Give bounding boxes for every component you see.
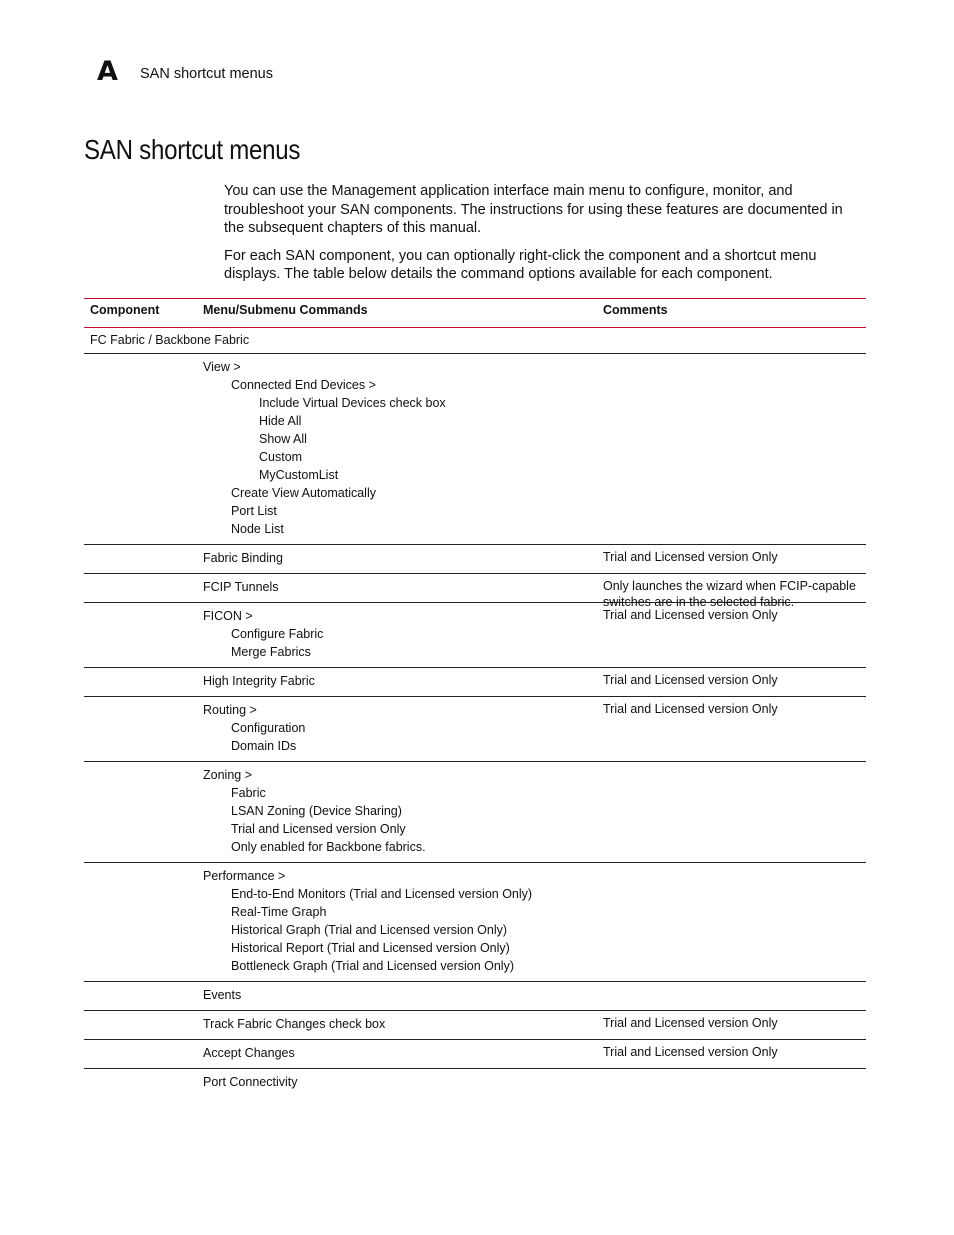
menu-command: FICON > [203,609,253,623]
submenu-command: Domain IDs [231,739,297,753]
menu-commands-cell [203,982,866,1010]
table-header-row [84,298,866,328]
submenu-command: Include Virtual Devices check box [259,396,446,410]
table-row [84,1011,866,1040]
table-row [84,1069,866,1097]
menu-command: Accept Changes [203,1046,295,1060]
table-row [84,697,866,762]
menu-command: Fabric Binding [203,551,283,565]
submenu-command: MyCustomList [259,468,339,482]
submenu-command: LSAN Zoning (Device Sharing) [231,804,402,818]
comment-cell: Trial and Licensed version Only [603,1016,778,1030]
table-row [84,762,866,863]
submenu-command: Historical Report (Trial and Licensed version Only) [231,941,510,955]
submenu-command: Fabric [231,786,266,800]
submenu-command: Historical Graph (Trial and Licensed version Only) [231,923,508,937]
comment-cell: Trial and Licensed version Only [603,702,778,716]
submenu-command: Configuration [231,721,306,735]
table-row [84,545,866,574]
submenu-command: Configure Fabric [231,627,324,641]
intro-text [224,182,864,293]
submenu-command: Bottleneck Graph (Trial and Licensed version Only) [231,959,515,973]
header-component: Component [90,303,160,317]
submenu-command: Custom [259,450,303,464]
header-commands: Menu/Submenu Commands [203,303,368,317]
menu-command: High Integrity Fabric [203,674,315,688]
submenu-command: Trial and Licensed version Only [231,822,406,836]
menu-command: View > [203,360,241,374]
menu-command: Port Connectivity [203,1075,298,1089]
submenu-command: Connected End Devices > [231,378,376,392]
comment-cell: Trial and Licensed version Only [603,1045,778,1059]
page-title: SAN shortcut menus [84,134,301,165]
table-row [84,668,866,697]
menu-commands-cell [203,1069,866,1097]
running-head-title: SAN shortcut menus [140,66,273,82]
intro-paragraph: You can use the Management application interface main menu to configure, monitor, and troubleshoot your SAN components. The instructions for using these features are documented in the subsequent chapters of this manual. [224,183,843,236]
menu-commands-cell [203,354,866,544]
submenu-command: Show All [259,432,307,446]
comment-cell: Trial and Licensed version Only [603,550,778,564]
table-row [84,982,866,1011]
menu-commands-cell [203,762,866,862]
intro-paragraph: For each SAN component, you can optionally right-click the component and a shortcut menu displays. The table below details the command options available for each component. [224,247,817,282]
comment-cell: Only launches the wizard when FCIP-capable switches are in the selected fabric. [603,579,856,609]
table-row [84,354,866,545]
table-row [84,863,866,982]
table-row [84,603,866,668]
table-row [84,1040,866,1069]
comment-cell: Trial and Licensed version Only [603,673,778,687]
submenu-command: Real-Time Graph [231,905,327,919]
menu-command: Events [203,988,242,1002]
menu-command: Zoning > [203,768,252,782]
menu-command: Routing > [203,703,257,717]
menu-command: FCIP Tunnels [203,580,279,594]
appendix-letter: A [97,56,118,87]
submenu-command: Port List [231,504,277,518]
table-row [84,574,866,609]
section-row [84,328,866,354]
menu-command: Track Fabric Changes check box [203,1017,386,1031]
menu-command: Performance > [203,869,286,883]
table-body [84,354,866,1097]
submenu-command: Node List [231,522,284,536]
shortcut-menu-table [84,298,866,1097]
submenu-command: Merge Fabrics [231,645,311,659]
component-name: FC Fabric / Backbone Fabric [90,333,250,347]
submenu-command: Only enabled for Backbone fabrics. [231,840,426,854]
comment-cell: Trial and Licensed version Only [603,608,778,622]
submenu-command: Hide All [259,414,302,428]
submenu-command: End-to-End Monitors (Trial and Licensed version Only) [231,887,533,901]
submenu-command: Create View Automatically [231,486,376,500]
menu-commands-cell [203,863,866,981]
header-comments: Comments [603,303,668,317]
